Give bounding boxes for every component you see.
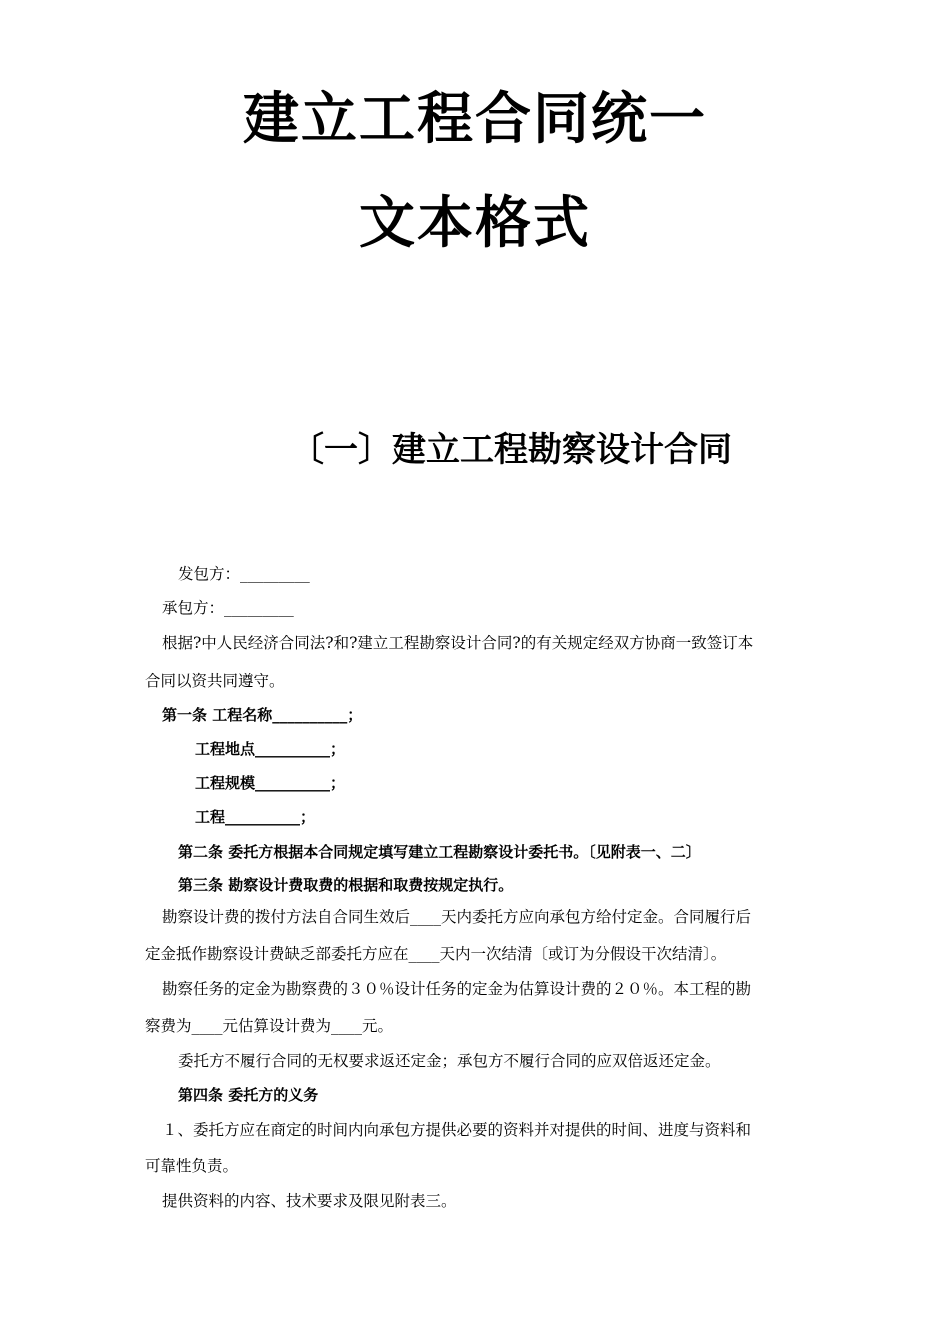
article-2: 第二条 委托方根据本合同规定填写建立工程勘察设计委托书。〔见附表一、二〕	[178, 843, 701, 861]
article-1-project-scale: 工程规模__________；	[195, 774, 346, 792]
article-3: 第三条 勘察设计费取费的根据和取费按规定执行。	[178, 876, 514, 894]
article-1-project-name: 第一条 工程名称__________；	[162, 706, 363, 724]
duty-1-line-3: 提供资料的内容、技术要求及限见附表三。	[162, 1192, 457, 1210]
party-a-line: 发包方：_________	[178, 565, 310, 583]
deposit-rule: 委托方不履行合同的无权要求返还定金；承包方不履行合同的应双倍返还定金。	[178, 1052, 721, 1070]
duty-1-line-1: １、委托方应在商定的时间内向承包方提供必要的资料并对提供的时间、进度与资料和	[162, 1121, 752, 1139]
section-title: 〔一〕建立工程勘察设计合同	[290, 430, 732, 470]
preamble-line-2: 合同以资共同遵守。	[145, 672, 285, 690]
party-b-line: 承包方：_________	[162, 599, 294, 617]
deposit-line-2: 察费为____元估算设计费为____元。	[145, 1017, 394, 1035]
article-1-project-location: 工程地点__________；	[195, 740, 346, 758]
preamble-line-1: 根据?中人民经济合同法?和?建立工程勘察设计合同?的有关规定经双方协商一致签订本	[162, 634, 754, 652]
payment-line-2: 定金抵作勘察设计费缺乏部委托方应在____天内一次结清〔或订为分假设干次结清〕。	[145, 945, 727, 963]
payment-line-1: 勘察设计费的拨付方法自合同生效后____天内委托方应向承包方给付定金。合同履行后	[162, 908, 752, 926]
duty-1-line-2: 可靠性负责。	[145, 1157, 239, 1175]
document-title-line-2: 文本格式	[359, 191, 591, 256]
article-1-project: 工程__________；	[195, 808, 316, 826]
article-4: 第四条 委托方的义务	[178, 1086, 319, 1104]
document-title-line-1: 建立工程合同统一	[243, 87, 707, 152]
deposit-line-1: 勘察任务的定金为勘察费的３０％设计任务的定金为估算设计费的２０％。本工程的勘	[162, 980, 752, 998]
